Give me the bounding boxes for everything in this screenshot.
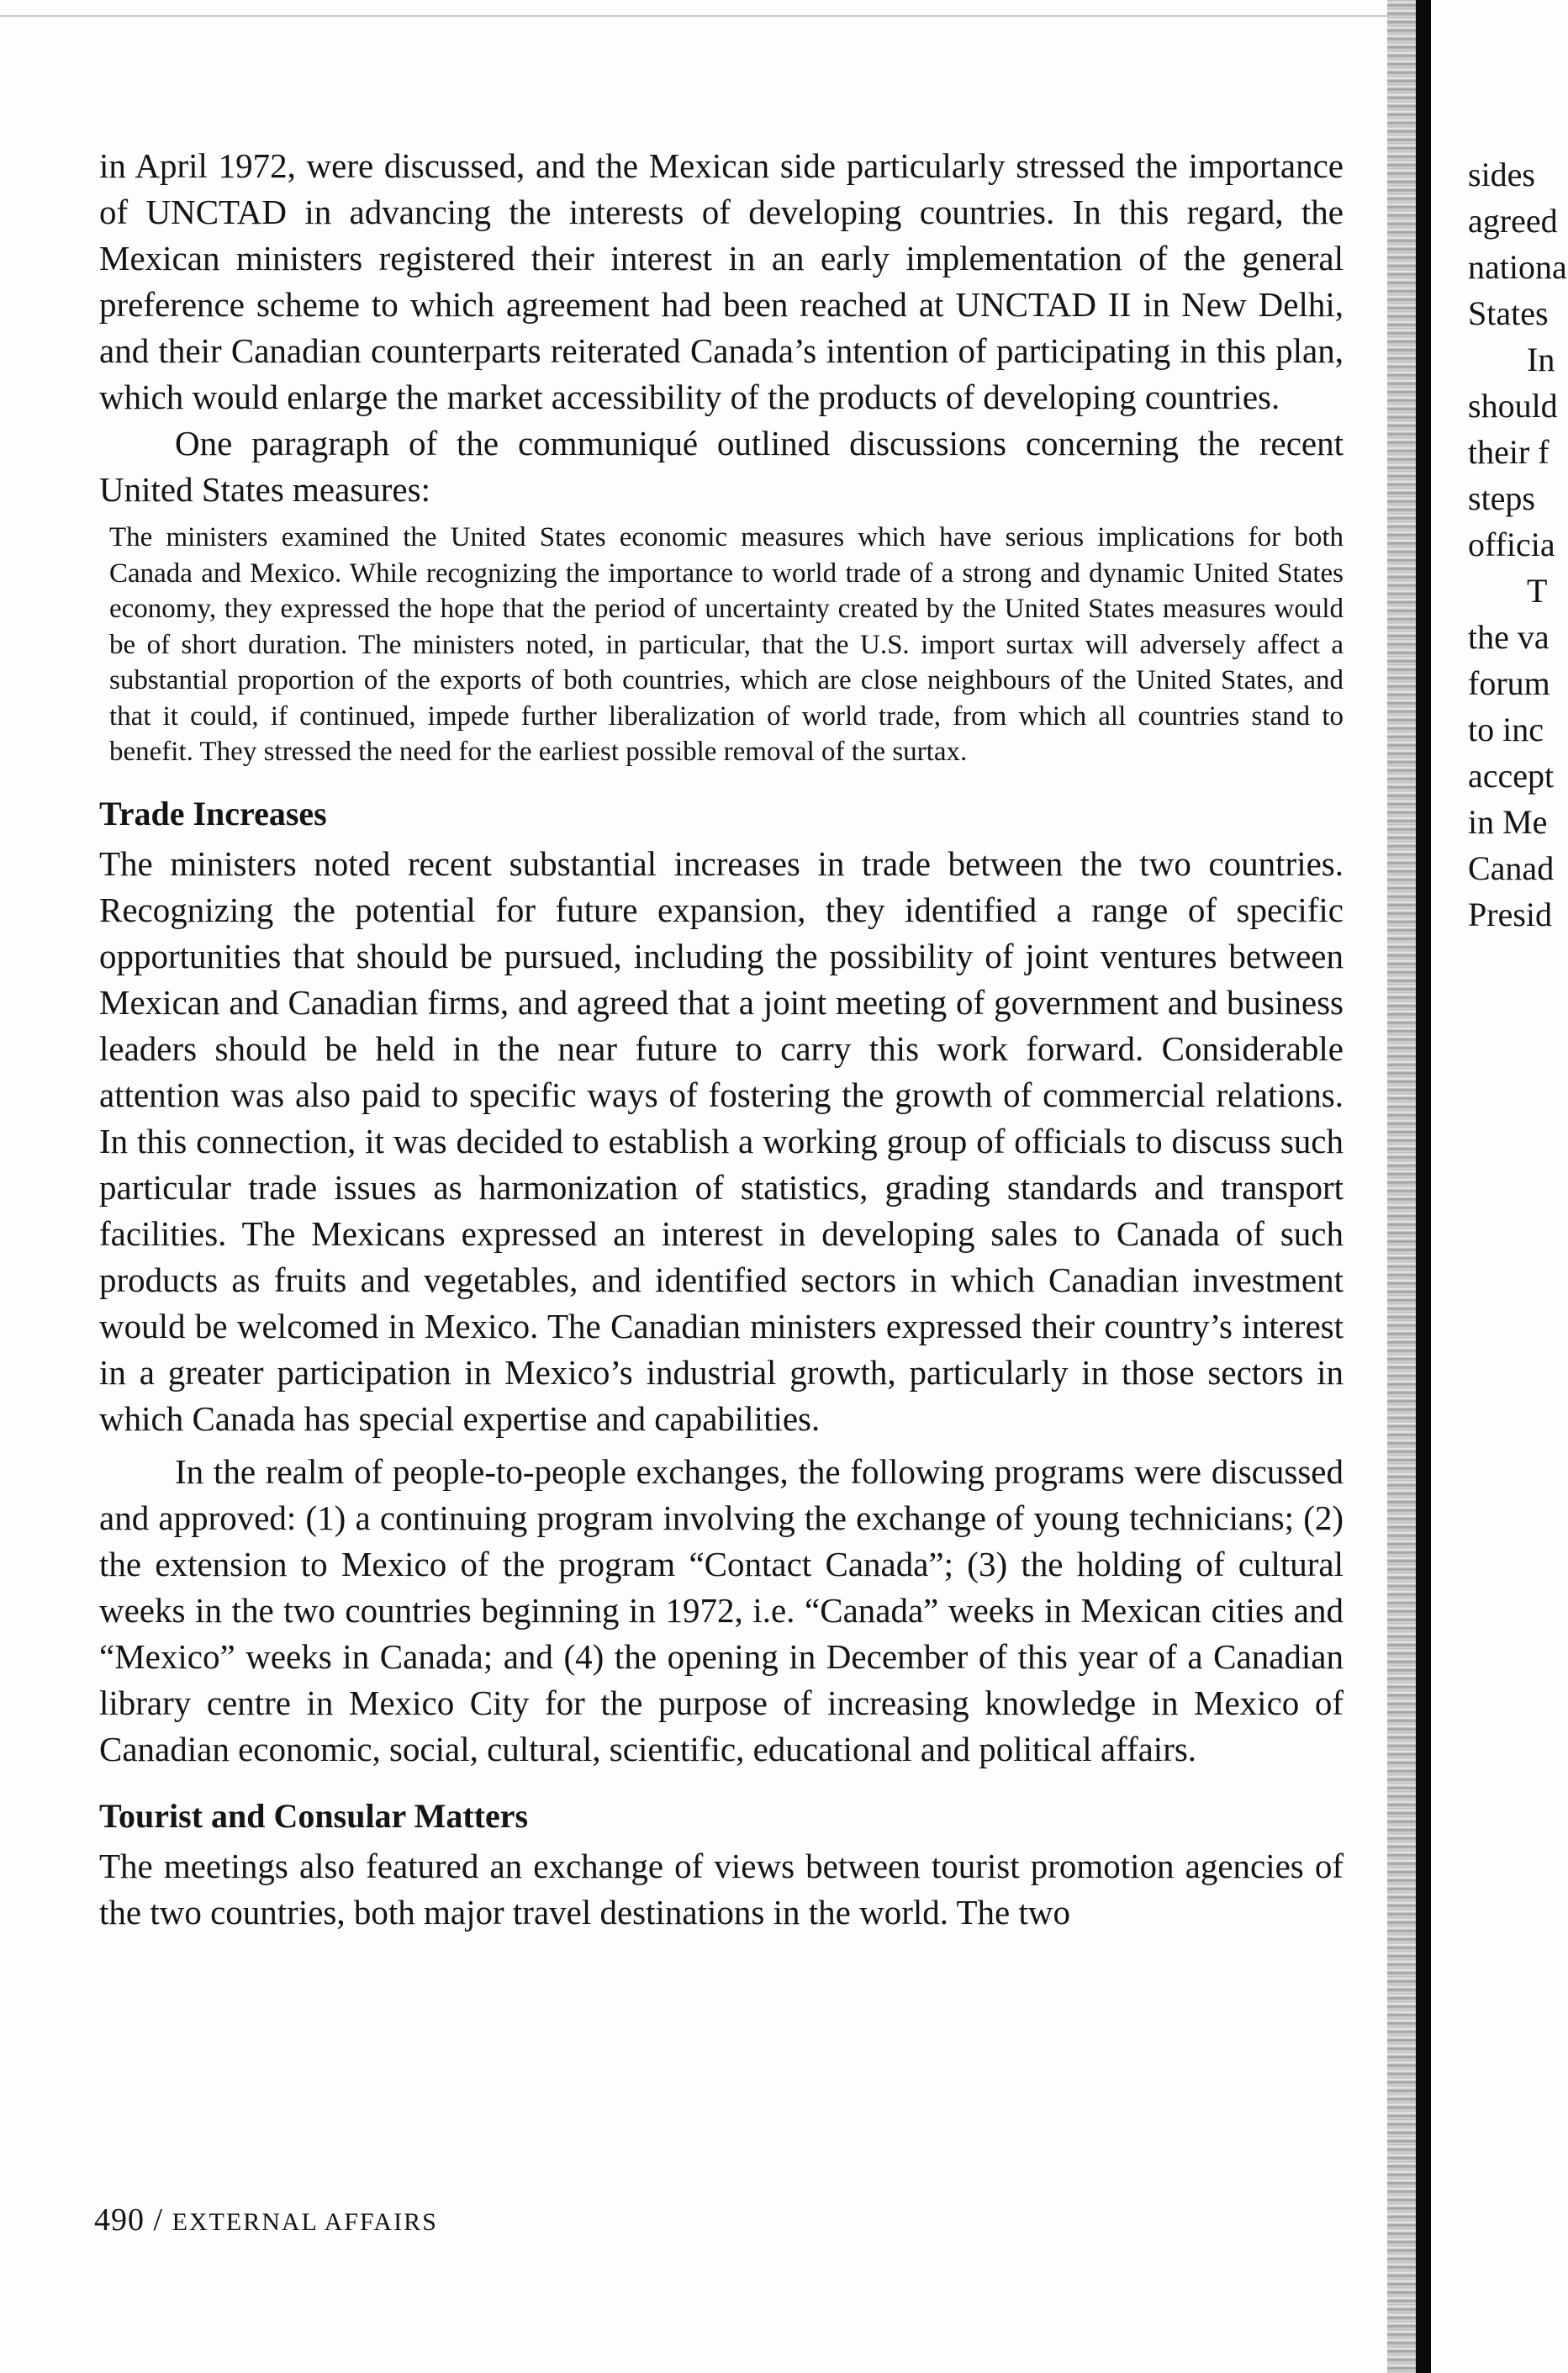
- page-top-edge: [0, 0, 1387, 17]
- tourist-paragraph: The meetings also featured an exchange of views between tourist promotion agencies of the two countries, both major travel destinations in the world. The two: [99, 1846, 1344, 1932]
- communique-paragraph: One paragraph of the communiqué outlined discussions concerning the recent United States measures:: [99, 424, 1344, 509]
- right-line: to inc: [1468, 711, 1544, 748]
- right-line: the va: [1468, 618, 1550, 656]
- footer-separator: /: [153, 2202, 164, 2238]
- section-heading-trade: Trade Increases: [99, 794, 327, 832]
- right-line: agreed: [1468, 202, 1558, 240]
- right-line: Presid: [1468, 896, 1552, 933]
- right-line: accept: [1468, 757, 1555, 795]
- book-spine: [1416, 0, 1431, 2373]
- right-line: In: [1527, 341, 1555, 378]
- intro-paragraph: in April 1972, were discussed, and the Mexican side particularly stressed the importance of UNCTAD in advancing the interests of developing countries. In this regard, the Mexican ministers registered their interest in an early implementation of the general preference scheme to which agreement had been reached at UNCTAD II in New Delhi, and their Canadian counterparts reiterated Canada’s intention of participating in this plan, which would enlarge the market accessibility of the products of developing countries.: [99, 146, 1344, 416]
- left-column: [99, 143, 1344, 1936]
- right-line: sides: [1468, 156, 1535, 193]
- right-line: forum: [1468, 664, 1550, 702]
- section-heading-tourist: Tourist and Consular Matters: [99, 1796, 529, 1835]
- right-line: Canad: [1468, 849, 1555, 887]
- right-column: [1468, 151, 1568, 938]
- communique-quote: The ministers examined the United States economic measures which have serious implications for both Canada and Mexico. While recognizing the importance to world trade of a strong and dynamic United States economy, they expressed the hope that the period of uncertainty created by the United States measures would be of short duration. The ministers noted, in particular, that the U.S. import surtax will adversely affect a substantial proportion of the exports of both countries, which are close neighbours of the United States, and that it could, if continued, impede further liberalization of world trade, from which all countries stand to benefit. They stressed the need for the earliest possible removal of the surtax.: [109, 522, 1344, 767]
- right-line: States: [1468, 294, 1549, 332]
- right-line: T: [1527, 572, 1548, 610]
- right-page: [1431, 0, 1568, 2373]
- right-line: officia: [1468, 526, 1555, 563]
- right-line: steps: [1468, 479, 1535, 517]
- right-line: in Me: [1468, 803, 1548, 841]
- exchanges-paragraph: In the realm of people-to-people exchanges, the following programs were discussed and approved: (1) a continuing program involving the exchange of young technicians; (2) the extension to Mexico of the program “Contact Canada”; (3) the holding of cultural weeks in the two countries beginning in 1972, i.e. “Canada” weeks in Mexican cities and “Mexico” weeks in Canada; and (4) the opening in December of this year of a Canadian library centre in Mexico City for the purpose of increasing knowledge in Mexico of Canadian economic, social, cultural, scientific, educational and political affairs.: [99, 1451, 1344, 1768]
- right-line: their f: [1468, 433, 1550, 471]
- trade-paragraph: The ministers noted recent substantial increases in trade between the two countries. Recognizing the potential for future expansion, they identified a range of specific opportunities that should be pursued, including the possibility of joint ventures between Mexican and Canadian firms, and agreed that a joint meeting of government and business leaders should be held in the near future to carry this work forward. Considerable attention was also paid to specific ways of fostering the growth of commercial relations. In this connection, it was decided to establish a working group of officials to discuss such particular trade issues as harmonization of statistics, grading standards and transport facilities. The Mexicans expressed an interest in developing sales to Canada of such products as fruits and vegetables, and identified sectors in which Canadian investment would be welcomed in Mexico. The Canadian ministers expressed their country’s interest in a greater participation in Mexico’s industrial growth, particularly in those sectors in which Canada has special expertise and capabilities.: [99, 843, 1344, 1438]
- page-footer: [94, 2201, 438, 2238]
- right-line: nationa: [1468, 248, 1567, 286]
- right-line: should: [1468, 387, 1558, 425]
- publication-name: EXTERNAL AFFAIRS: [172, 2208, 438, 2236]
- page-number: 490: [94, 2202, 145, 2238]
